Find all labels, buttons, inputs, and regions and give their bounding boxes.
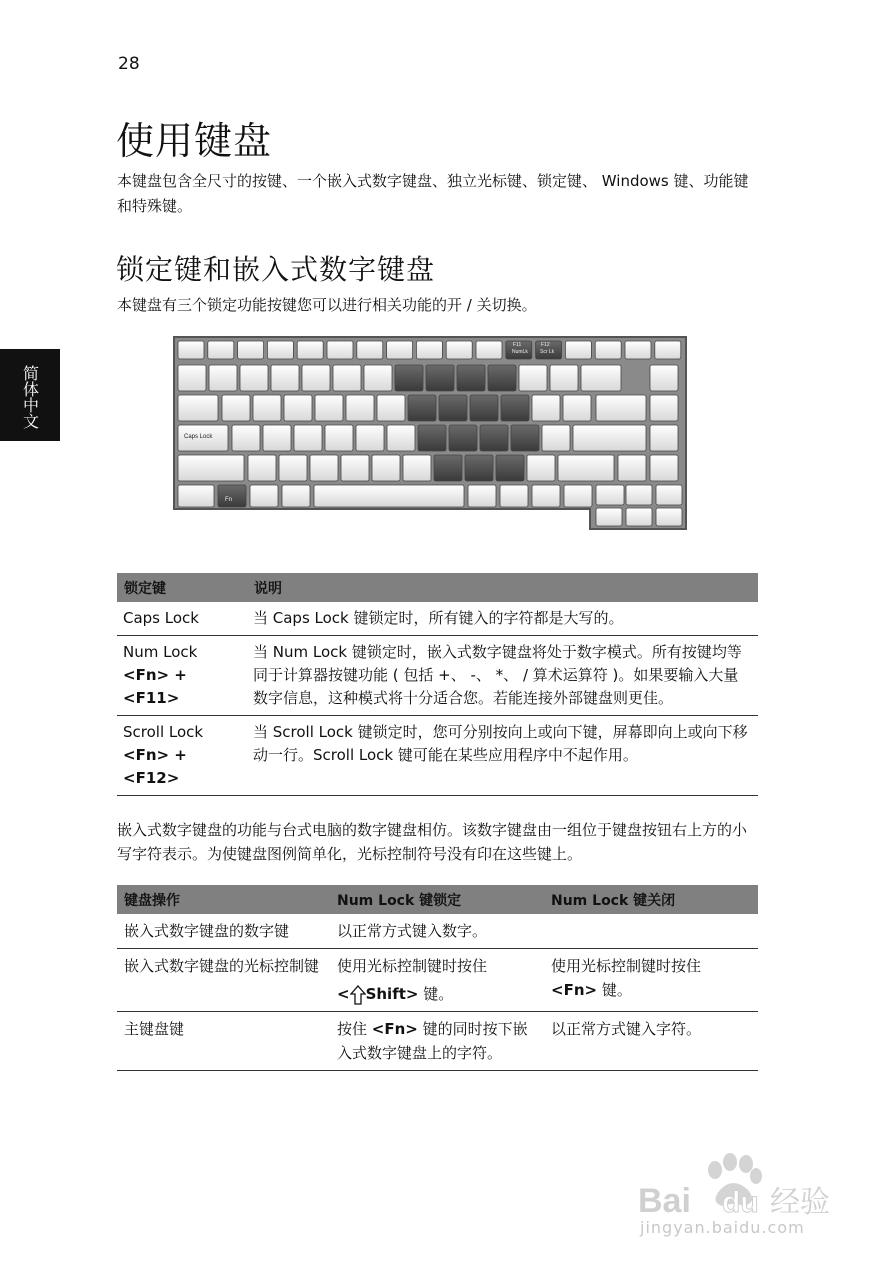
keyboard-key-dark (465, 455, 493, 481)
keyboard-key-dark (218, 485, 246, 507)
keyboard-key (325, 425, 353, 451)
keyboard-key-dark (449, 425, 477, 451)
keyboard-key-dark (470, 395, 498, 421)
watermark-url: jingyan.baidu.com (640, 1218, 805, 1237)
keyboard-key (650, 395, 678, 421)
keyboard-key (208, 341, 234, 359)
section-title: 锁定键和嵌入式数字键盘 (116, 253, 436, 286)
keyboard-key (650, 365, 678, 391)
keyboard-key (564, 485, 592, 507)
watermark-brand-cn: 经验 (770, 1185, 830, 1220)
keyboard-key (238, 341, 264, 359)
row-desc: 当 Caps Lock 键锁定时，所有键入的字符都是大写的。 (247, 602, 758, 636)
keyboard-key-dark (426, 365, 454, 391)
table-header-row (117, 573, 758, 602)
cell-suffix: 键。 (597, 981, 632, 999)
key-name: Num Lock (123, 643, 198, 661)
table-row (117, 914, 758, 949)
watermark-brand: Bai (638, 1182, 691, 1220)
keyboard-key (310, 455, 338, 481)
keyboard-key (232, 425, 260, 451)
keyboard-key (178, 455, 244, 481)
keyboard-key (558, 455, 614, 481)
cell-numlock-off (544, 949, 758, 1012)
table-row (117, 716, 758, 796)
keyboard-key (222, 395, 250, 421)
keyboard-key-dark (408, 395, 436, 421)
keyboard-key (656, 508, 682, 526)
keyboard-key (333, 365, 361, 391)
key-combo: <Fn> + <F11> (123, 666, 187, 707)
keyboard-key (595, 341, 621, 359)
f11-key-sublabel: NumLk (512, 349, 528, 355)
key-name: Scroll Lock (123, 723, 204, 741)
keyboard-key (178, 395, 218, 421)
cell-text: 按住 (337, 1020, 372, 1038)
table-row (117, 602, 758, 636)
keyboard-key (387, 425, 415, 451)
keyboard-key (573, 425, 646, 451)
cell-suffix: 键。 (418, 985, 454, 1003)
keyboard-key (377, 395, 405, 421)
cell-numlock-off (544, 914, 758, 949)
keyboard-key-dark (434, 455, 462, 481)
keyboard-key (372, 455, 400, 481)
shift-key-line (337, 982, 537, 1006)
header-operation: 键盘操作 (117, 885, 330, 914)
table-header-row (117, 885, 758, 914)
keyboard-key (178, 341, 204, 359)
row-key-scroll-lock (117, 716, 247, 796)
header-numlock-off: Num Lock 键关闭 (544, 885, 758, 914)
keyboard-key (315, 395, 343, 421)
cell-text: 使用光标控制键时按住 (337, 957, 488, 975)
cell-numlock-on (330, 949, 544, 1012)
numpad-paragraph: 嵌入式数字键盘的功能与台式电脑的数字键盘相仿。该数字键盘由一组位于键盘按钮右上方的小写字符表示。为使键盘图例简单化，光标控制符号没有印在这些键上。 (117, 821, 748, 863)
keyboard-key (282, 485, 310, 507)
keyboard-key (263, 425, 291, 451)
keyboard-key (403, 455, 431, 481)
fn-key-ref: <Fn> (371, 1020, 418, 1038)
lock-keys-table (117, 573, 758, 796)
keyboard-key (581, 365, 621, 391)
cell-operation: 主键盘键 (117, 1012, 330, 1071)
keyboard-key (519, 365, 547, 391)
keyboard-key (626, 485, 652, 505)
f12-key-label: F12 (541, 342, 550, 348)
keyboard-key (387, 341, 413, 359)
keyboard-key (346, 395, 374, 421)
keyboard-key (532, 485, 560, 507)
cell-numlock-off: 以正常方式键入字符。 (544, 1012, 758, 1071)
keyboard-key-dark (439, 395, 467, 421)
row-desc: 当 Scroll Lock 键锁定时，您可分别按向上或向下键，屏幕即向上或向下移动一行。Scroll Lock 键可能在某些应用程序中不起作用。 (247, 716, 758, 796)
cell-text: 键的同时按下嵌入式数字键盘上的字符。 (337, 1020, 528, 1062)
keyboard-key (532, 395, 560, 421)
table-row (117, 636, 758, 716)
keyboard-key (271, 365, 299, 391)
fn-key-ref: <Fn> (551, 981, 598, 999)
f12-key-sublabel: Scr Lk (540, 349, 555, 355)
keyboard-key (468, 485, 496, 507)
keyboard-key (294, 425, 322, 451)
keyboard-key (650, 455, 678, 481)
keyboard-key (327, 341, 353, 359)
keyboard-key-dark (496, 455, 524, 481)
keyboard-key (618, 455, 646, 481)
header-numlock-on: Num Lock 键锁定 (330, 885, 544, 914)
keyboard-key (209, 365, 237, 391)
keyboard-key-dark (488, 365, 516, 391)
keyboard-key (356, 425, 384, 451)
row-desc: 当 Num Lock 键锁定时，嵌入式数字键盘将处于数字模式。所有按键均等同于计算器按键功能 ( 包括 +、 -、 *、 / 算术运算符 )。如果要输入大量数字信息，这种模式将十分适合您。若能连接外部键盘则更佳。 (247, 636, 758, 716)
keyboard-key (341, 455, 369, 481)
key-name: Caps Lock (123, 609, 199, 627)
keyboard-key (364, 365, 392, 391)
keyboard-key (527, 455, 555, 481)
fn-key-label: Fn (225, 497, 233, 503)
keyboard-key (596, 485, 624, 505)
keyboard-key (178, 365, 206, 391)
page-number: 28 (118, 54, 140, 74)
keyboard-key (284, 395, 312, 421)
shift-label: Shift> (365, 985, 419, 1003)
key-combo: <Fn> + <F12> (123, 746, 187, 787)
cell-numlock-on: 以正常方式键入数字。 (330, 914, 544, 949)
keyboard-key (302, 365, 330, 391)
keyboard-key (416, 341, 442, 359)
header-lock-key: 锁定键 (117, 573, 247, 602)
keyboard-key (596, 395, 646, 421)
language-side-tab: 简体中文 (0, 349, 60, 441)
keyboard-key (563, 395, 591, 421)
keyboard-key (267, 341, 293, 359)
keyboard-key (625, 341, 651, 359)
keyboard-key (178, 485, 214, 507)
keyboard-key-dark (457, 365, 485, 391)
keyboard-key (650, 425, 678, 451)
keyboard-key-dark (511, 425, 539, 451)
keyboard-key-dark (501, 395, 529, 421)
intro-paragraph: 本键盘包含全尺寸的按键、一个嵌入式数字键盘、独立光标键、锁定键、 Windows 键、功能键和特殊键。 (117, 172, 749, 215)
keyboard-key (655, 341, 681, 359)
keyboard-key (542, 425, 570, 451)
cell-operation: 嵌入式数字键盘的数字键 (117, 914, 330, 949)
keyboard-key (596, 508, 622, 526)
keyboard-key (240, 365, 268, 391)
row-key-num-lock (117, 636, 247, 716)
keyboard-key (656, 485, 682, 505)
keyboard-key-dark (480, 425, 508, 451)
cell-text: 使用光标控制键时按住 (551, 957, 702, 975)
keyboard-key (248, 455, 276, 481)
keyboard-key (565, 341, 591, 359)
header-description: 说明 (247, 573, 758, 602)
keyboard-key-dark (418, 425, 446, 451)
table-row (117, 1012, 758, 1071)
cell-numlock-on (330, 1012, 544, 1071)
keyboard-key-dark (395, 365, 423, 391)
keyboard-key (297, 341, 323, 359)
keyboard-key (446, 341, 472, 359)
keyboard-key (253, 395, 281, 421)
keyboard-illustration (170, 333, 690, 533)
keyboard-key (279, 455, 307, 481)
keyboard-key (250, 485, 278, 507)
lt-symbol: < (337, 985, 350, 1003)
keyboard-key (550, 365, 578, 391)
page-title: 使用键盘 (116, 119, 273, 163)
caps-lock-key-label: Caps Lock (184, 434, 213, 440)
keyboard-key (357, 341, 383, 359)
f11-key-label: F11 (513, 342, 522, 348)
keyboard-key (626, 508, 652, 526)
row-key-caps-lock (117, 602, 247, 636)
keypad-mode-table (117, 885, 758, 1071)
keyboard-key (476, 341, 502, 359)
section-description: 本键盘有三个锁定功能按键您可以进行相关功能的开 / 关切换。 (117, 296, 537, 314)
table-row (117, 949, 758, 1012)
watermark-brand-du: du (722, 1186, 759, 1219)
cell-operation: 嵌入式数字键盘的光标控制键 (117, 949, 330, 1012)
shift-arrow-icon (350, 985, 366, 1005)
keyboard-key (500, 485, 528, 507)
keyboard-key (314, 485, 464, 507)
